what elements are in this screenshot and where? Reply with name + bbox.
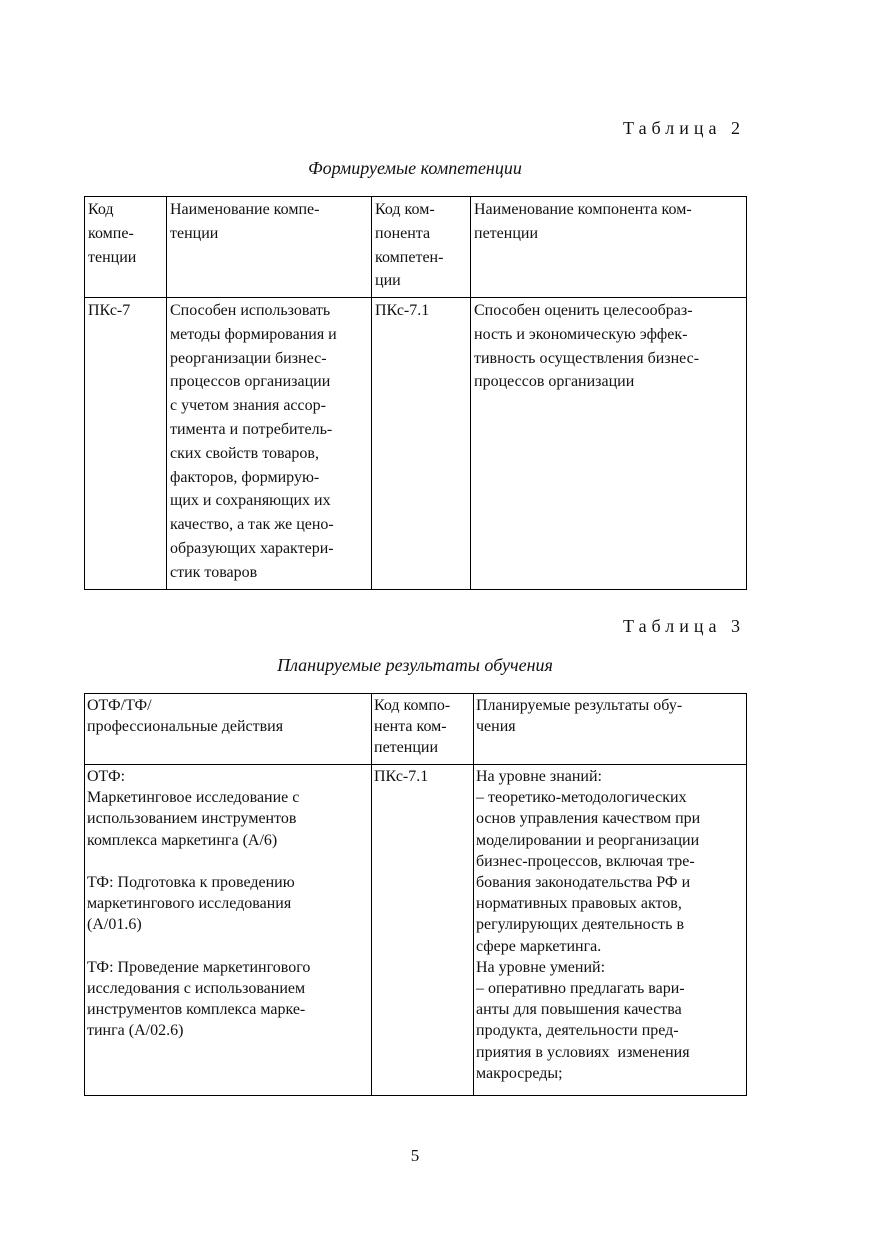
header-cell: Наименование компонента ком- петенции <box>471 197 747 298</box>
table-header-row <box>85 197 747 298</box>
table2-label: Таблица 2 <box>623 118 745 138</box>
table-cell: ОТФ: Маркетинговое исследование с использованием инструментов комплекса маркетинга (А/6) ТФ: Подготовка к проведению маркетингового исследования (А/01.6) ТФ: Проведение маркетингового исследования с использованием инструментов комплекса марке- тинга (А/02.6) <box>85 765 372 1096</box>
table3-label: Таблица 3 <box>623 616 745 636</box>
table-cell: Способен оценить целесообраз- ность и экономическую эффек- тивность осуществления бизнес- процессов организации <box>471 298 747 590</box>
table3-caption: Планируемые результаты обучения <box>277 655 553 675</box>
table-cell: ПКс-7.1 <box>372 298 471 590</box>
header-cell: ОТФ/ТФ/ профессиональные действия <box>85 694 372 765</box>
table-cell: На уровне знаний: – теоретико-методологических основ управления качеством при моделировании и реорганизации бизнес-процессов, включая тре- бования законодательства РФ и нормативных правовых актов, регулирующих деятельность в сфере маркетинга. На уровне умений: – оперативно предлагать вари- анты для повышения качества продукта, деятельности пред- приятия в условиях изменения макросреды; <box>474 765 747 1096</box>
table-cell: ПКс-7.1 <box>372 765 474 1096</box>
header-cell: Наименование компе- тенции <box>167 197 372 298</box>
header-cell: Код компо- нента ком- петенции <box>372 694 474 765</box>
competencies-table <box>84 196 747 590</box>
table-row <box>85 298 747 590</box>
table-row <box>85 765 747 1096</box>
learning-outcomes-table <box>84 693 747 1096</box>
header-cell: Планируемые результаты обу- чения <box>474 694 747 765</box>
header-cell: Код ком- понента компетен- ции <box>372 197 471 298</box>
table-cell: Способен использовать методы формирования и реорганизации бизнес- процессов организации с учетом знания ассор- тимента и потребитель- ских свойств товаров, факторов, формирую- щих и сохраняющих их качество, а так же цено- образующих характери- стик товаров <box>167 298 372 590</box>
page-number: 5 <box>410 1146 420 1165</box>
header-cell: Код компе- тенции <box>85 197 167 298</box>
table-cell: ПКс-7 <box>85 298 167 590</box>
table2-caption: Формируемые компетенции <box>308 158 522 178</box>
table-header-row <box>85 694 747 765</box>
